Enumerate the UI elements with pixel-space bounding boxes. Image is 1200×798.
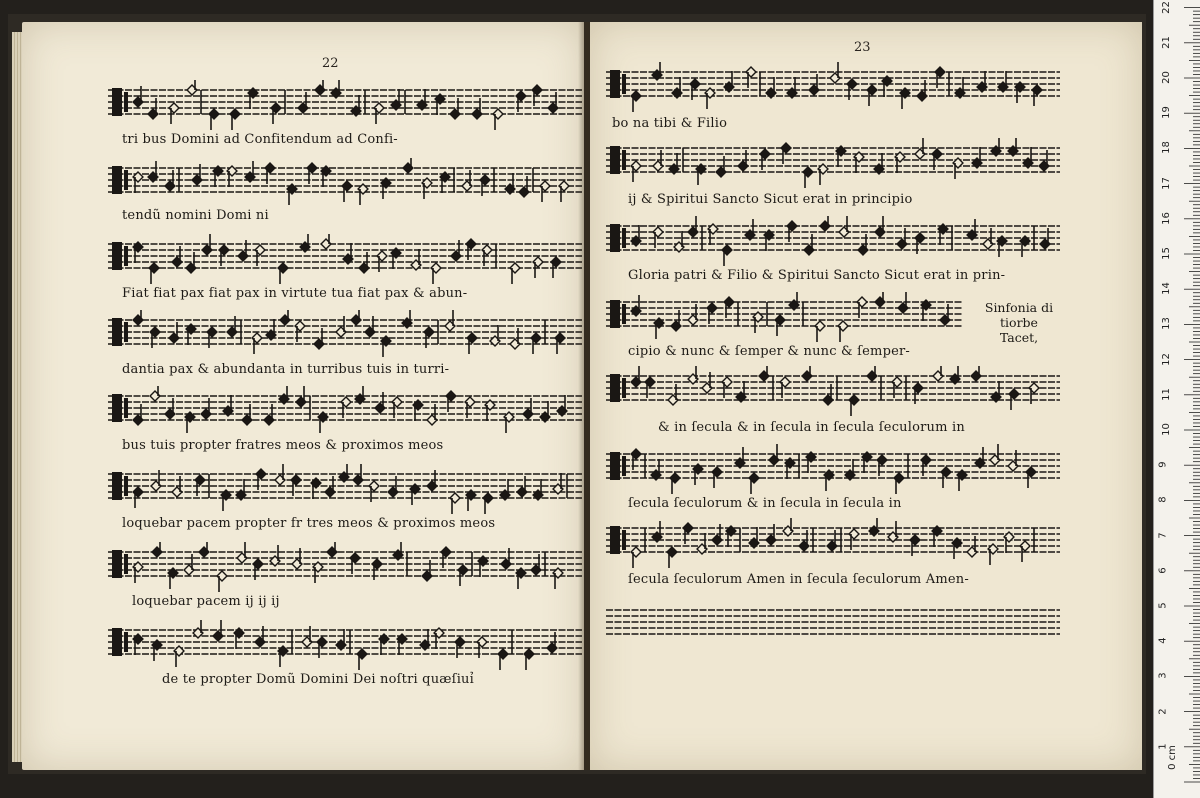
staff-5 xyxy=(108,386,582,438)
sinfonia-annotation xyxy=(964,300,1074,345)
ruler-tick-label: 8 xyxy=(1157,496,1169,504)
lyric-line-8: de te propter Domũ Domini Dei noſtri quæſiuỉ xyxy=(162,672,474,687)
lyric-line-r3: Gloria patri & Filio & Spiritui Sancto Sicut erat in prin- xyxy=(628,268,1006,283)
ruler-tick-label: 7 xyxy=(1157,531,1169,539)
staff-r5 xyxy=(606,366,1060,418)
staff-r6 xyxy=(606,444,1060,496)
staff-4 xyxy=(108,310,582,362)
ruler-tick-label: 21 xyxy=(1160,35,1172,49)
ruler-tick-label: 3 xyxy=(1157,672,1169,680)
ruler-tick-label: 15 xyxy=(1160,247,1172,260)
lyric-line-r4: cipio & nunc & ſemper & nunc & ſemper- xyxy=(628,344,911,359)
ruler-tick-label: 11 xyxy=(1160,387,1172,401)
ruler-tick-label: 14 xyxy=(1160,282,1172,296)
lyric-line-6: loquebar pacem propter fr tres meos & proximos meos xyxy=(122,516,496,531)
ruler-tick-label: 6 xyxy=(1157,567,1169,574)
right-page xyxy=(590,22,1142,770)
lyric-line-3: Fiat fiat pax fiat pax in virtute tua fiat pax & abun- xyxy=(122,286,468,301)
ruler-tick-label: 4 xyxy=(1157,637,1169,644)
staff-r8-empty xyxy=(606,600,1060,640)
lyric-line-2: tendũ nomini Domi ni xyxy=(122,208,269,223)
staff-r3 xyxy=(606,216,1060,268)
staff-r1 xyxy=(606,62,1060,114)
lyric-line-5: bus tuis propter fratres meos & proximos meos xyxy=(122,438,444,453)
lyric-line-r1: bo na tibi & Filio xyxy=(612,116,728,131)
lyric-line-r6: ſecula ſeculorum & in ſecula in ſecula in xyxy=(628,496,902,511)
staff-8 xyxy=(108,620,582,672)
ruler-tick-label: 16 xyxy=(1160,211,1172,225)
open-book xyxy=(8,14,1146,774)
staff-1 xyxy=(108,80,582,132)
ruler-tick-label: 2 xyxy=(1157,707,1169,715)
annotation-line-2: Tacet, xyxy=(999,330,1039,345)
ruler-tick-label: 19 xyxy=(1160,106,1172,120)
measurement-ruler xyxy=(1153,0,1200,798)
page-number-right: 23 xyxy=(854,40,871,55)
ruler-tick-label: 22 xyxy=(1160,0,1172,14)
lyric-line-1: tri bus Domini ad Confitendum ad Confi- xyxy=(122,132,398,147)
ruler-unit-label: 0 cm xyxy=(1166,745,1178,770)
staff-r2 xyxy=(606,138,1060,190)
lyric-line-r5: & in ſecula & in ſecula in ſecula ſeculorum in xyxy=(658,420,965,435)
lyric-line-4: dantia pax & abundanta in turribus tuis in turri- xyxy=(122,362,450,377)
staff-7 xyxy=(108,542,582,594)
ruler-tick-label: 9 xyxy=(1157,461,1169,468)
staff-2 xyxy=(108,158,582,210)
ruler-tick-label: 13 xyxy=(1160,317,1172,331)
ruler-tick-label: 1 xyxy=(1157,743,1169,750)
ruler-tick-label: 10 xyxy=(1160,423,1172,436)
page-number-left: 22 xyxy=(322,56,339,71)
annotation-line-1: Sinfonia di tiorbe xyxy=(984,300,1054,330)
lyric-line-7: loquebar pacem ij ij ij xyxy=(132,594,280,609)
left-page xyxy=(22,22,584,770)
ruler-tick-label: 5 xyxy=(1157,602,1169,609)
staff-r7 xyxy=(606,518,1060,570)
staff-3 xyxy=(108,234,582,286)
staff-6 xyxy=(108,464,582,516)
ruler-tick-label: 12 xyxy=(1160,352,1172,366)
lyric-line-r2: ij & Spiritui Sancto Sicut erat in principio xyxy=(628,192,913,207)
ruler-tick-label: 17 xyxy=(1160,176,1172,190)
staff-r4 xyxy=(606,292,962,344)
ruler-tick-label: 20 xyxy=(1160,71,1172,84)
ruler-tick-label: 18 xyxy=(1160,141,1172,155)
lyric-line-r7: ſecula ſeculorum Amen in ſecula ſeculorum Amen- xyxy=(628,572,969,587)
